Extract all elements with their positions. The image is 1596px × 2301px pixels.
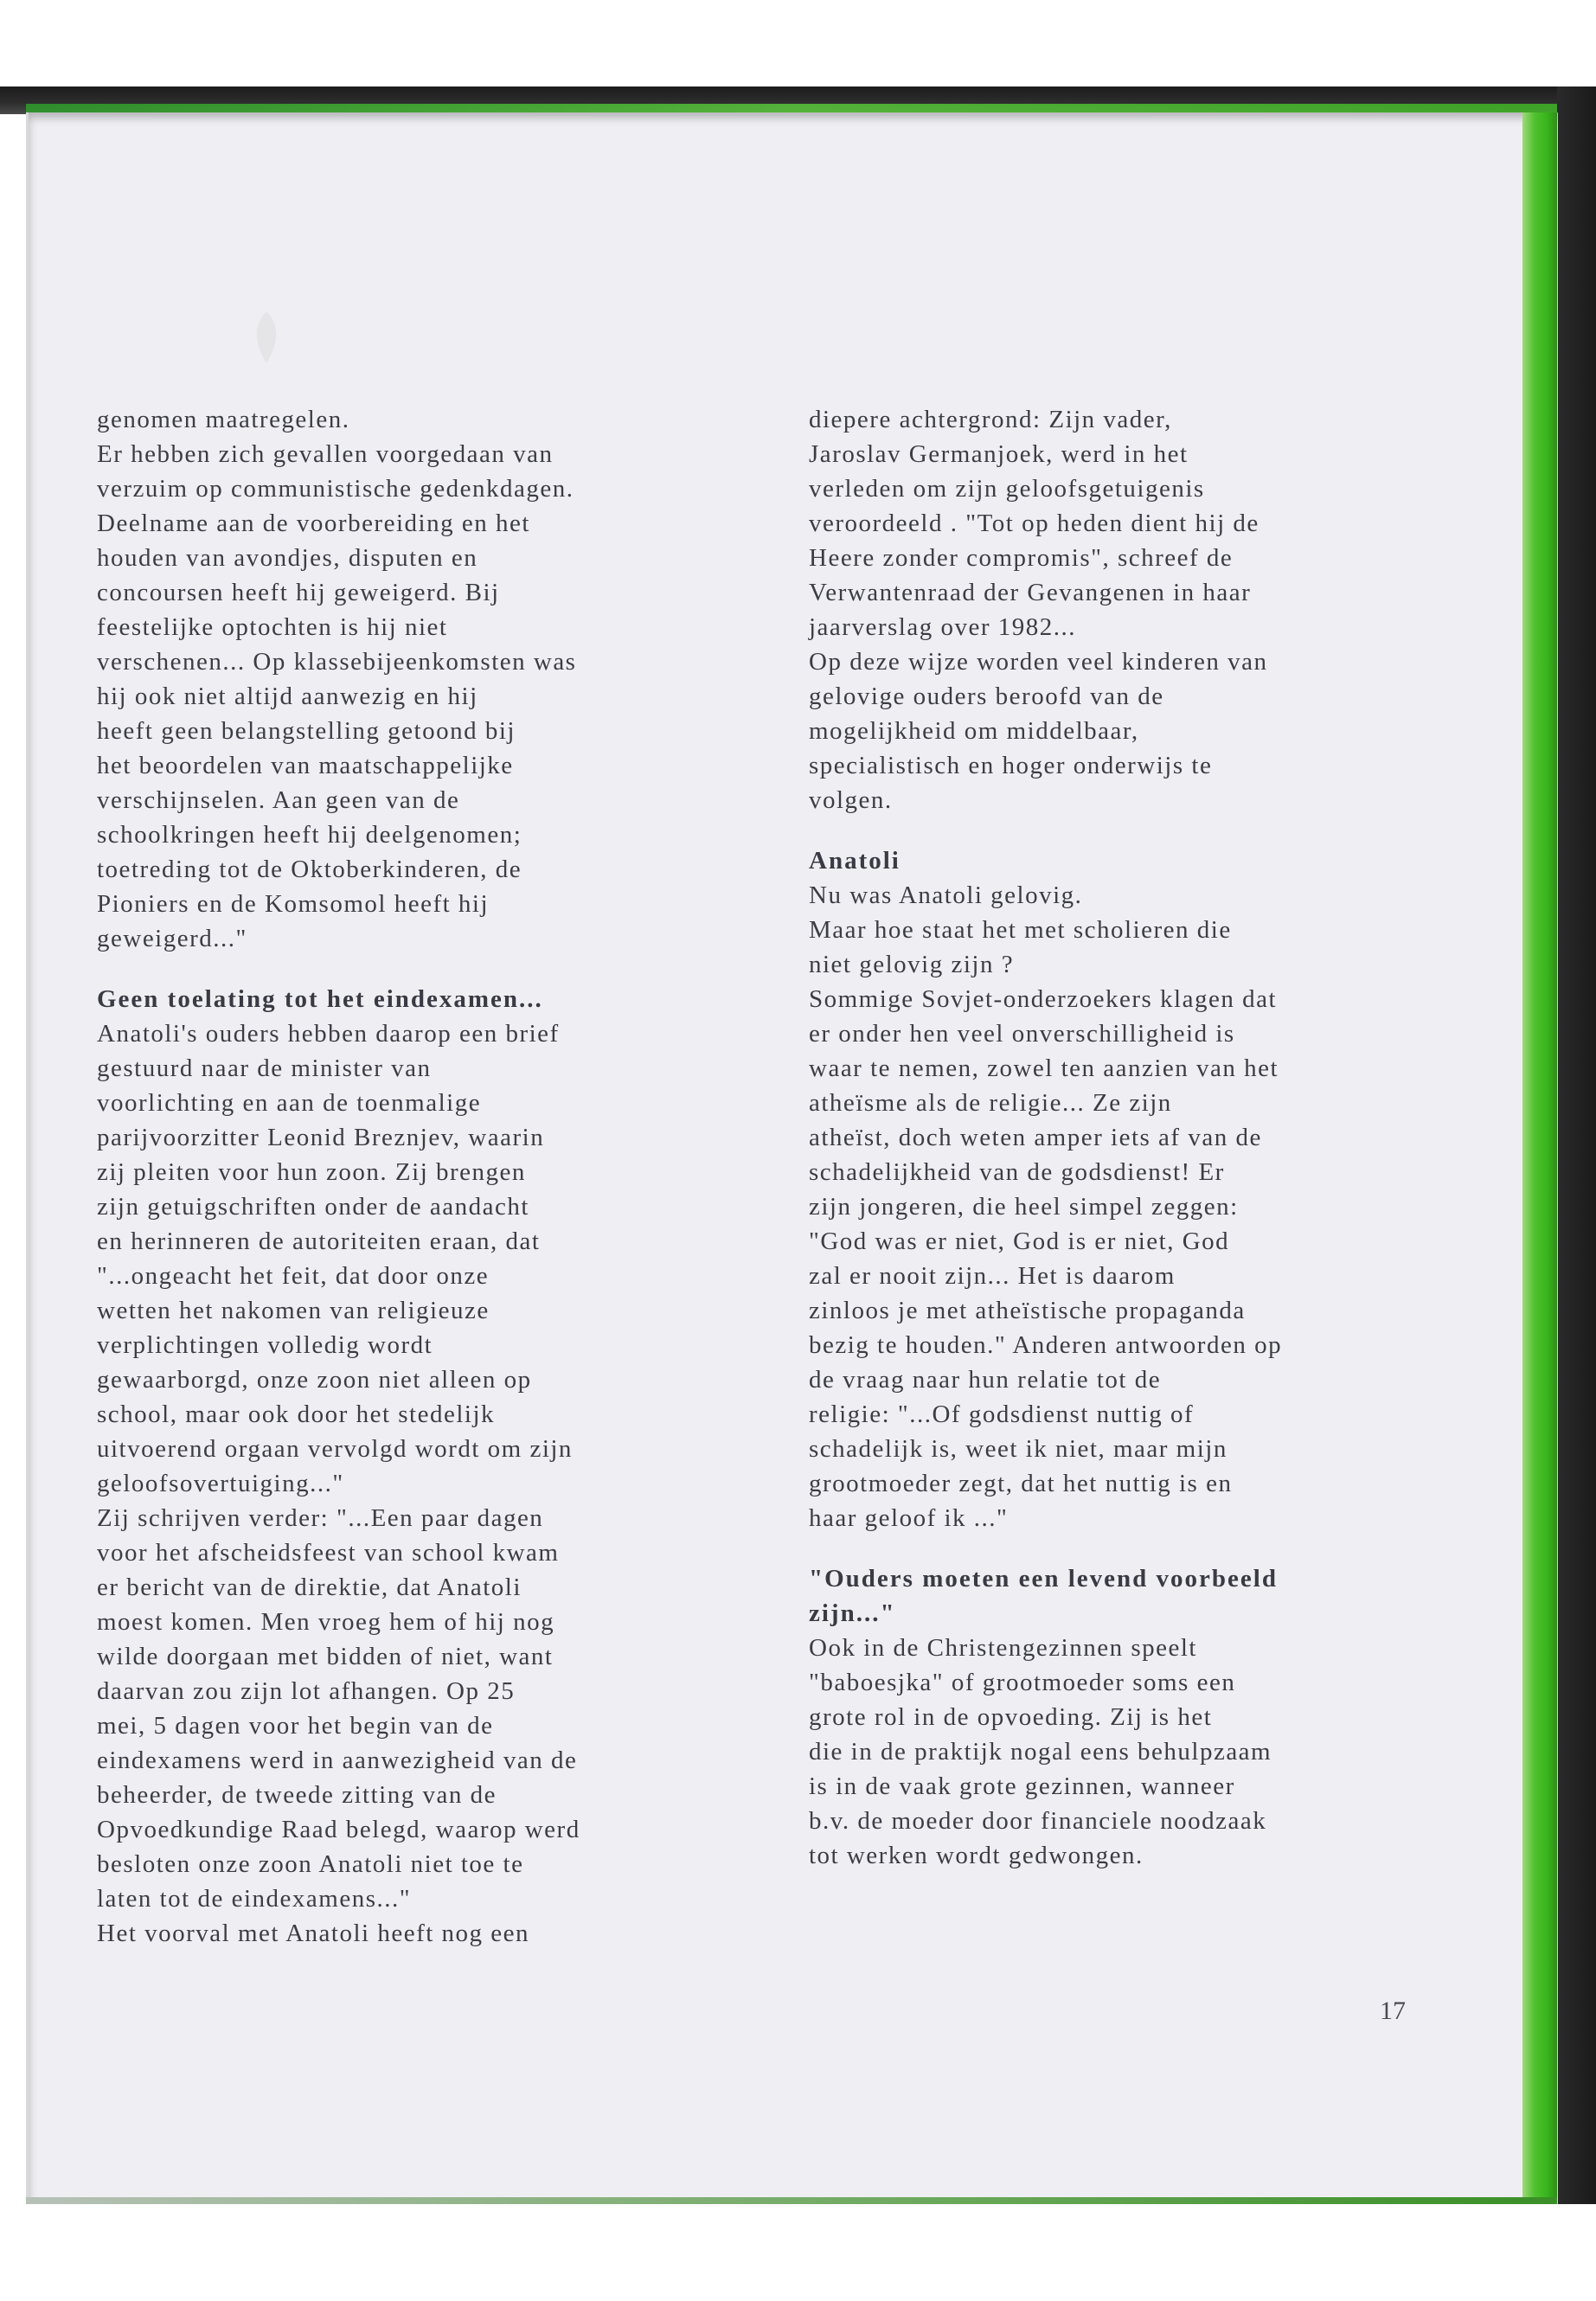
right-text-column — [809, 402, 1440, 1873]
page-number: 17 — [1380, 1997, 1406, 2025]
right-paragraph-1: diepere achtergrond: Zijn vader, Jaroslav Germanjoek, werd in het verleden om zijn geloofsgetuigenis veroordeeld . "Tot op heden dient hij de Heere zonder compromis", schreef de Verwantenraad der Gevangenen in haar jaarverslag over 1982... Op deze wijze worden veel kinderen van gelovige ouders beroofd van de mogelijkheid om middelbaar, specialistisch en hoger onderwijs te volgen. — [809, 406, 1268, 814]
scan-bottom-margin — [0, 2204, 1596, 2301]
right-paragraph-3: Ook in de Christengezinnen speelt "baboesjka" of grootmoeder soms een grote rol in de opvoeding. Zij is het die in de praktijk nogal eens behulpzaam is in de vaak grote gezinnen, wanneer b.v. de moeder door financiele noodzaak tot werken wordt gedwongen. — [809, 1634, 1272, 1869]
left-paragraph-1: genomen maatregelen. Er hebben zich gevallen voorgedaan van verzuim op communistische gedenkdagen. Deelname aan de voorbereiding en het houden van avondjes, disputen en concoursen heeft hij geweigerd. Bij feestelijke optochten is hij niet verschenen... Op klassebijeenkomsten was hij ook niet altijd aanwezig en hij heeft geen belangstelling getoond bij het beoordelen van maatschappelijke verschijnselen. Aan geen van de schoolkringen heeft hij deelgenomen; toetreding tot de Oktoberkinderen, de Pioniers en de Komsomol heeft hij geweigerd..." — [97, 406, 577, 952]
section-heading-anatoli: Anatoli — [809, 847, 901, 875]
faint-watermark-icon — [249, 307, 284, 368]
right-paragraph-2: Nu was Anatoli gelovig. Maar hoe staat het met scholieren die niet gelovig zijn ? Sommige Sovjet-onderzoekers klagen dat er onder hen veel onverschilligheid is waar te nemen, zowel ten aanzien van het atheïsme als de religie... Ze zijn atheïst, doch weten amper iets af van de schadelijkheid van de godsdienst! Er zijn jongeren, die heel simpel zeggen: "God was er niet, God is er niet, God zal er nooit zijn... Het is daarom zinloos je met atheïstische propaganda bezig te houden." Anderen antwoorden op de vraag naar hun relatie tot de religie: "...Of godsdienst nuttig of schadelijk is, weet ik niet, maar mijn grootmoeder zegt, dat het nuttig is en haar geloof ik ..." — [809, 881, 1283, 1532]
left-paragraph-2: Anatoli's ouders hebben daarop een brief gestuurd naar de minister van voorlichting en aan de toenmalige parijvoorzitter Leonid Breznjev, waarin zij pleiten voor hun zoon. Zij brengen zijn getuigschriften onder de aandacht en herinneren de autoriteiten eraan, dat "...ongeacht het feit, dat door onze wetten het nakomen van religieuze verplichtingen volledig wordt gewaarborgd, onze zoon niet alleen op school, maar ook door het stedelijk uitvoerend orgaan vervolgd wordt om zijn geloofsovertuiging..." Zij schrijven verder: "...Een paar dagen voor het afscheidsfeest van school kwam er bericht van de direktie, dat Anatoli moest komen. Men vroeg hem of hij nog wilde doorgaan met bidden of niet, want daarvan zou zijn lot afhangen. Op 25 mei, 5 dagen voor het begin van de eindexamens werd in aanwezigheid van de beheerder, de tweede zitting van de Opvoedkundige Raad belegd, waarop werd besloten onze zoon Anatoli niet toe te laten tot de eindexamens..." Het voorval met Anatoli heeft nog een — [97, 1020, 580, 1947]
scan-right-edge — [1557, 87, 1596, 2214]
left-text-column — [97, 402, 737, 1951]
section-heading-ouders: "Ouders moeten een levend voorbeeld zijn..." — [809, 1565, 1278, 1627]
section-heading-geen-toelating: Geen toelating tot het eindexamen... — [97, 985, 543, 1013]
book-cover-green-edge — [1522, 112, 1557, 2206]
